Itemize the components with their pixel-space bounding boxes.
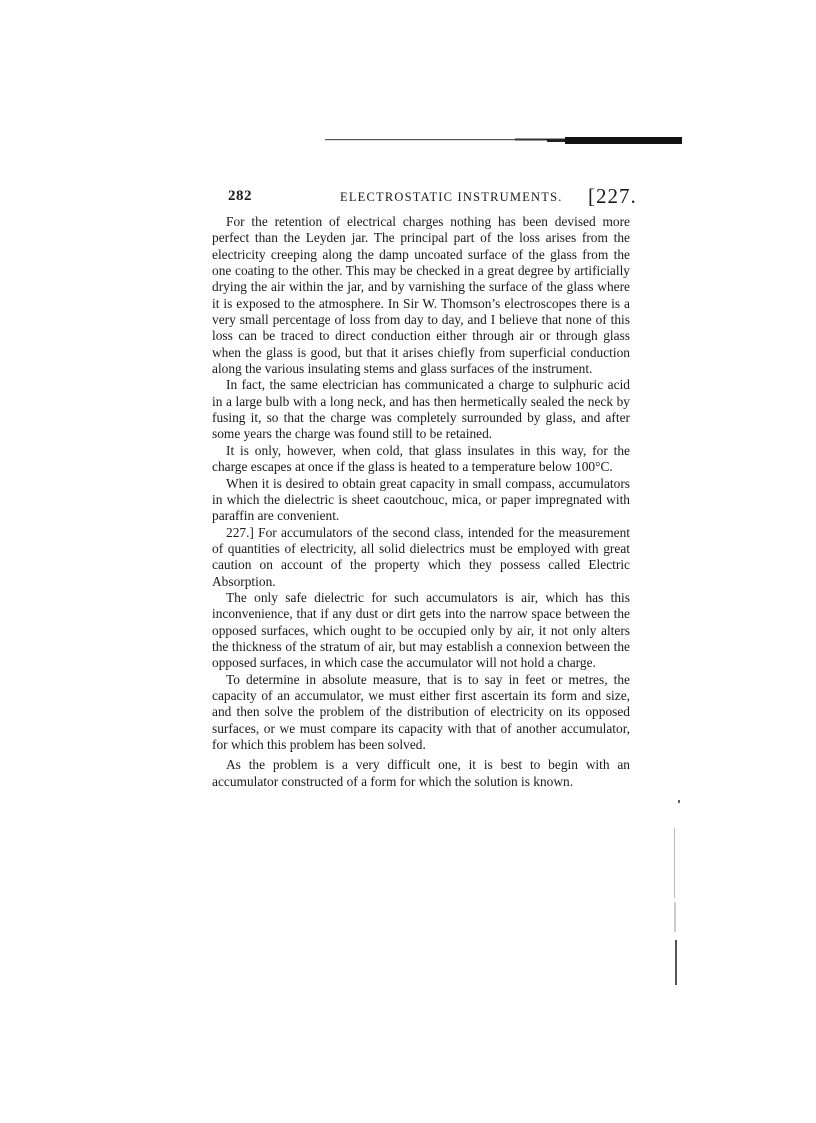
running-title: ELECTROSTATIC INSTRUMENTS.	[340, 190, 563, 204]
paragraph: 227.] For accumulators of the second class, intended for the measurement of quantities of electricity, all solid dielectrics must be employed with great caution on account of the property which they possess called Electric Absorption.	[212, 524, 630, 589]
running-header	[228, 180, 648, 212]
paragraph: As the problem is a very difficult one, it is best to begin with an accumulator constructed of a form for which the solution is known.	[212, 757, 630, 789]
paragraph: In fact, the same electrician has communicated a charge to sulphuric acid in a large bulb with a long neck, and has then hermetically sealed the neck by fusing it, so that the charge was completely surrounded by glass, and after some years the charge was found still to be retained.	[212, 377, 630, 442]
paragraph: To determine in absolute measure, that is to say in feet or metres, the capacity of an accumulator, we must either first ascertain its form and size, and then solve the problem of the distribution of electricity on its opposed surfaces, or we must compare its capacity with that of another accumulator, for which this problem has been solved.	[212, 671, 630, 752]
paragraph: The only safe dielectric for such accumulators is air, which has this inconvenience, that if any dust or dirt gets into the narrow space between the opposed surfaces, which ought to be occupied only by air, it not only alters the thickness of the stratum of air, but may establish a connexion between the opposed surfaces, in which case the accumulator will not hold a charge.	[212, 589, 630, 671]
paragraph: For the retention of electrical charges nothing has been devised more perfect than the Leyden jar. The principal part of the loss arises from the electricity creeping along the damp uncoated surface of the glass from the one coating to the other. This may be checked in a great degree by artificially drying the air within the jar, and by varnishing the surface of the glass where it is exposed to the atmosphere. In Sir W. Thomson’s electroscopes there is a very small percentage of loss from day to day, and I believe that none of this loss can be traced to direct conduction either through air or through glass when the glass is good, but that it arises chiefly from superficial conduction along the various insulating stems and glass surfaces of the instrument.	[212, 214, 630, 377]
scan-edge-rule	[325, 135, 682, 145]
page-number: 282	[228, 188, 252, 204]
scan-edge-specks	[670, 790, 690, 990]
paragraph: It is only, however, when cold, that glass insulates in this way, for the charge escapes at once if the glass is heated to a temperature below 100°C.	[212, 442, 630, 475]
section-mark: [227.	[588, 184, 637, 208]
body-text	[212, 214, 630, 790]
paragraph: When it is desired to obtain great capacity in small compass, accumulators in which the dielectric is sheet caoutchouc, mica, or paper impregnated with paraffin are convenient.	[212, 475, 630, 524]
